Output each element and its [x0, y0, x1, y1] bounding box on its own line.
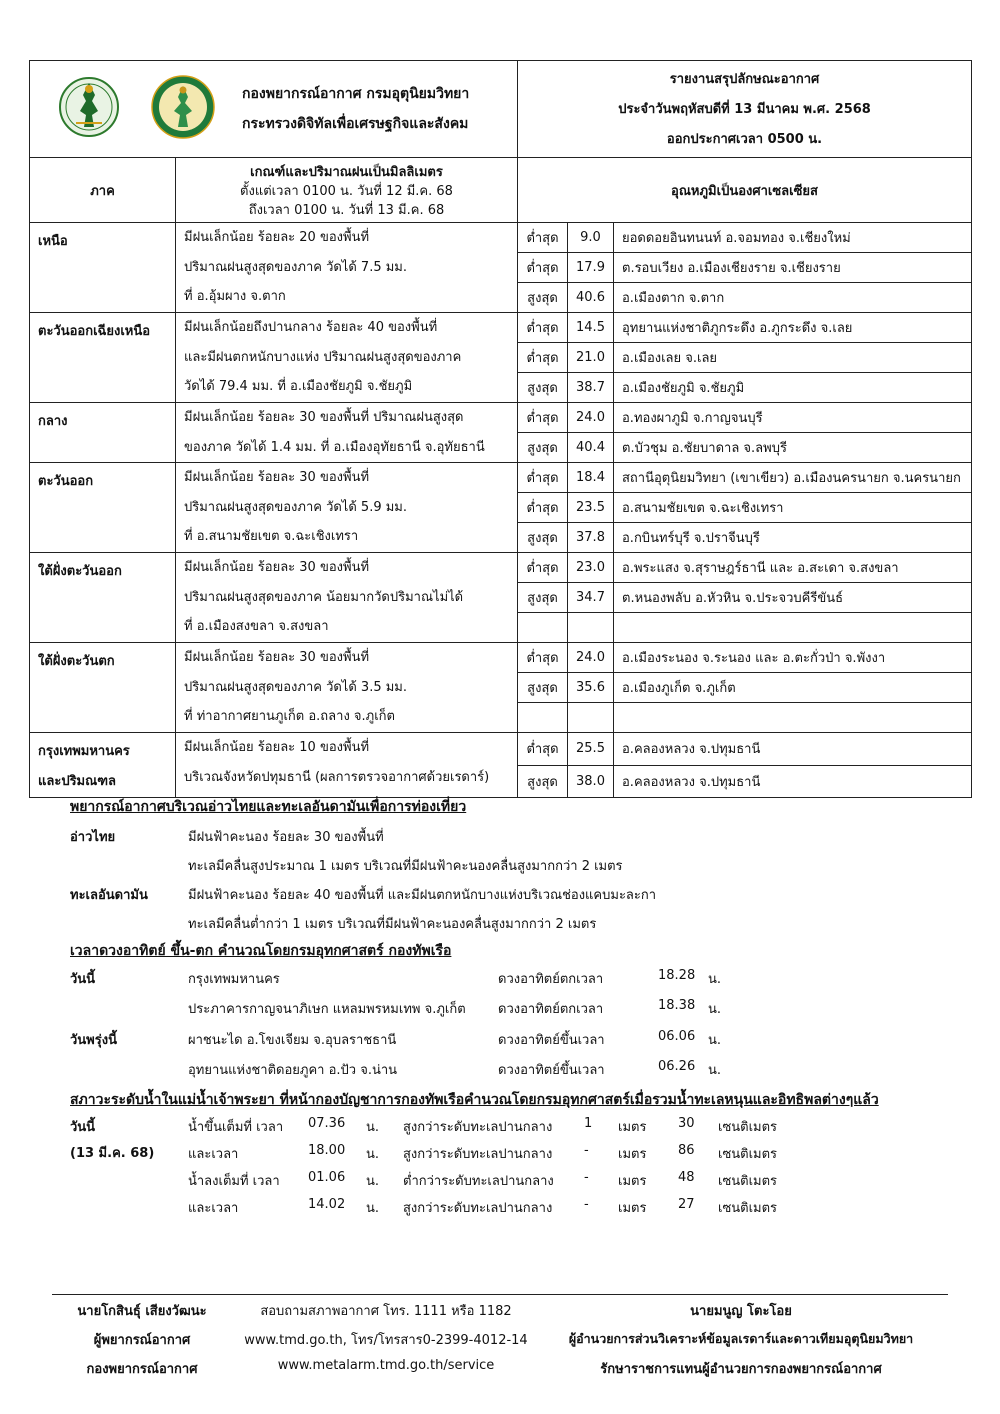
- sun-time: 06.06: [658, 1029, 696, 1044]
- rain-description-line: ปริมาณฝนสูงสุดของภาค วัดได้ 5.9 มม.: [184, 499, 407, 515]
- temp-kind: สูงสุด: [518, 283, 568, 313]
- region-row: [30, 313, 972, 343]
- sun-today-label: วันนี้: [70, 972, 96, 987]
- temp-kind: สูงสุด: [518, 523, 568, 553]
- col-region-header: ภาค: [30, 158, 176, 223]
- rain-description-line: มีฝนเล็กน้อย ร้อยละ 20 ของพื้นที่: [184, 230, 370, 245]
- tide-m-unit: เมตร: [618, 1120, 647, 1135]
- sea-title: พยากรณ์อากาศบริเวณอ่าวไทยและทะเลอันดามันเพื่อการท่องเที่ยว: [70, 799, 467, 815]
- report-date: ประจำวันพฤหัสบดีที่ 13 มีนาคม พ.ศ. 2568: [618, 102, 871, 117]
- weather-table: [29, 60, 972, 798]
- tide-day-label: วันนี้: [70, 1120, 96, 1135]
- temp-empty-cell: [614, 703, 972, 733]
- temp-place: อ.เมืองระนอง จ.ระนอง และ อ.ตะกั่วป่า จ.พังงา: [614, 643, 972, 673]
- rain-description-line: ที่ อ.อุ้มผาง จ.ตาก: [184, 289, 286, 305]
- director-acting: รักษาราชการแทนผู้อำนวยการกองพยากรณ์อากาศ: [600, 1362, 882, 1377]
- contact-service-link[interactable]: www.metalarm.tmd.go.th/service: [277, 1358, 495, 1373]
- temp-kind: ต่ำสุด: [518, 253, 568, 283]
- temp-kind: สูงสุด: [518, 433, 568, 463]
- tide-time: 01.06: [308, 1170, 346, 1185]
- tide-meters: 1: [584, 1116, 593, 1131]
- forecaster-name: นายโกสินธุ์ เสียงวัฒนะ: [77, 1304, 207, 1319]
- region-name: [30, 403, 176, 463]
- tide-cm: 30: [678, 1116, 695, 1131]
- region-name-line: ใต้ฝั่งตะวันตก: [38, 654, 115, 670]
- temp-value: 34.7: [568, 583, 614, 613]
- tide-unit: น.: [366, 1201, 380, 1216]
- tide-m-unit: เมตร: [618, 1147, 647, 1162]
- andaman-line1: มีฝนฟ้าคะนอง ร้อยละ 40 ของพื้นที่ และมีฝนตกหนักบางแห่งบริเวณช่องแคบมะละกา: [188, 888, 657, 903]
- rain-description-line: ปริมาณฝนสูงสุดของภาค วัดได้ 7.5 มม.: [184, 259, 407, 275]
- tide-cm-unit: เซนติเมตร: [718, 1147, 778, 1162]
- director-role: ผู้อำนวยการส่วนวิเคราะห์ข้อมูลเรดาร์และดาวเทียมอุตุนิยมวิทยา: [568, 1331, 914, 1346]
- sun-time: 18.38: [658, 998, 696, 1013]
- rain-description-line: มีฝนเล็กน้อย ร้อยละ 10 ของพื้นที่: [184, 740, 370, 756]
- tide-title: สภาวะระดับน้ำในแม่น้ำเจ้าพระยา ที่หน้ากองบัญชาการกองทัพเรือคำนวณโดยกรมอุทกศาสตร์เมื่อรวมน้ำทะเลหนุนและอิทธิพลต่างๆแล้ว: [70, 1092, 879, 1108]
- report-time: ออกประกาศเวลา 0500 น.: [666, 132, 823, 147]
- rain-description: [176, 403, 518, 463]
- temp-kind: ต่ำสุด: [518, 313, 568, 343]
- temp-kind: สูงสุด: [518, 583, 568, 613]
- ministry-logo: [58, 71, 120, 147]
- sun-place: อุทยานแห่งชาติดอยภูคา อ.ปัว จ.น่าน: [188, 1063, 398, 1078]
- tide-cm: 86: [678, 1143, 695, 1158]
- sun-place: ประภาคารกาญจนาภิเษก แหลมพรหมเทพ จ.ภูเก็ต: [188, 1002, 466, 1017]
- sun-event: ดวงอาทิตย์ตกเวลา: [498, 972, 604, 987]
- tide-relation: ต่ำกว่าระดับทะเลปานกลาง: [403, 1174, 554, 1189]
- temp-value: 24.0: [568, 403, 614, 433]
- region-name-line: และปริมณฑล: [38, 774, 116, 790]
- rain-description-line: มีฝนเล็กน้อย ร้อยละ 30 ของพื้นที่: [184, 560, 370, 576]
- temp-value: 24.0: [568, 643, 614, 673]
- temp-place: ต.บัวชุม อ.ชัยบาดาล จ.ลพบุรี: [614, 433, 972, 463]
- tide-label: น้ำลงเต็มที่ เวลา: [188, 1174, 280, 1189]
- tide-m-unit: เมตร: [618, 1174, 647, 1189]
- tide-relation: สูงกว่าระดับทะเลปานกลาง: [403, 1147, 553, 1162]
- temp-empty-cell: [568, 703, 614, 733]
- rain-description-line: ที่ อ.เมืองสงขลา จ.สงขลา: [184, 619, 329, 635]
- region-name-line: กรุงเทพมหานคร: [38, 744, 130, 760]
- rain-description-line: ที่ ท่าอากาศยานภูเก็ต อ.ถลาง จ.ภูเก็ต: [184, 709, 395, 725]
- tide-label: น้ำขึ้นเต็มที่ เวลา: [188, 1120, 284, 1135]
- temp-place: อ.สนามชัยเขต จ.ฉะเชิงเทรา: [614, 493, 972, 523]
- sun-place: ผาชนะได อ.โขงเจียม จ.อุบลราชธานี: [188, 1033, 397, 1048]
- rain-description: [176, 223, 518, 313]
- temp-place: อ.คลองหลวง จ.ปทุมธานี: [614, 733, 972, 766]
- tide-cm: 27: [678, 1197, 695, 1212]
- temp-empty-cell: [518, 613, 568, 643]
- rain-description-line: ที่ อ.สนามชัยเขต จ.ฉะเชิงเทรา: [184, 529, 359, 545]
- header-left: [30, 61, 518, 158]
- rain-description: [176, 463, 518, 553]
- sun-title: เวลาดวงอาทิตย์ ขึ้น-ตก คำนวณโดยกรมอุทกศาสตร์ กองทัพเรือ: [70, 943, 452, 959]
- temp-empty-cell: [568, 613, 614, 643]
- region-row: [30, 553, 972, 583]
- temp-value: 35.6: [568, 673, 614, 703]
- org-line2: กระทรวงดิจิทัลเพื่อเศรษฐกิจและสังคม: [242, 116, 469, 132]
- tmd-logo: [150, 71, 216, 147]
- rain-description-line: และมีฝนตกหนักบางแห่ง ปริมาณฝนสูงสุดของภาค: [184, 349, 462, 365]
- temp-value: 14.5: [568, 313, 614, 343]
- temp-place: ยอดดอยอินทนนท์ อ.จอมทอง จ.เชียงใหม่: [614, 223, 972, 253]
- temp-kind: สูงสุด: [518, 673, 568, 703]
- region-name-line: เหนือ: [38, 234, 68, 249]
- sun-time: 06.26: [658, 1059, 696, 1074]
- region-row: [30, 463, 972, 493]
- contact-website[interactable]: www.tmd.go.th, โทร/โทรสาร0-2399-4012-14: [244, 1333, 528, 1348]
- temp-value: 40.4: [568, 433, 614, 463]
- temp-value: 38.0: [568, 765, 614, 798]
- temp-value: 23.5: [568, 493, 614, 523]
- temp-place: สถานีอุตุนิยมวิทยา (เขาเขียว) อ.เมืองนครนายก จ.นครนายก: [614, 463, 972, 493]
- temp-kind: ต่ำสุด: [518, 403, 568, 433]
- report-header: [518, 61, 972, 158]
- tide-label: และเวลา: [188, 1147, 239, 1162]
- temp-empty-cell: [614, 613, 972, 643]
- temp-value: 21.0: [568, 343, 614, 373]
- sun-tomorrow-label: วันพรุ่งนี้: [70, 1033, 117, 1048]
- temp-value: 17.9: [568, 253, 614, 283]
- tide-time: 07.36: [308, 1116, 346, 1131]
- tide-label: และเวลา: [188, 1201, 239, 1216]
- gulf-label: อ่าวไทย: [70, 830, 116, 845]
- rain-description: [176, 313, 518, 403]
- region-name: [30, 733, 176, 798]
- temp-kind: ต่ำสุด: [518, 553, 568, 583]
- sun-event: ดวงอาทิตย์ขึ้นเวลา: [498, 1033, 605, 1048]
- rain-description-line: ปริมาณฝนสูงสุดของภาค น้อยมากวัดปริมาณไม่ได้: [184, 589, 464, 605]
- temp-place: อ.พระแสง จ.สุราษฎร์ธานี และ อ.สะเดา จ.สงขลา: [614, 553, 972, 583]
- temp-empty-cell: [518, 703, 568, 733]
- gulf-line2: ทะเลมีคลื่นสูงประมาณ 1 เมตร บริเวณที่มีฝนฟ้าคะนองคลื่นสูงมากกว่า 2 เมตร: [188, 859, 623, 874]
- org-line1: กองพยากรณ์อากาศ กรมอุตุนิยมวิทยา: [242, 86, 470, 102]
- temp-place: อุทยานแห่งชาติภูกระดึง อ.ภูกระดึง จ.เลย: [614, 313, 972, 343]
- temp-kind: ต่ำสุด: [518, 493, 568, 523]
- andaman-line2: ทะเลมีคลื่นต่ำกว่า 1 เมตร บริเวณที่มีฝนฟ้าคะนองคลื่นสูงมากกว่า 2 เมตร: [188, 917, 597, 932]
- rain-description-line: บริเวณจังหวัดปทุมธานี (ผลการตรวจอากาศด้วยเรดาร์): [184, 769, 490, 785]
- sun-unit: น.: [708, 972, 722, 987]
- rain-description: [176, 553, 518, 643]
- tide-relation: สูงกว่าระดับทะเลปานกลาง: [403, 1201, 553, 1216]
- temp-place: อ.เมืองตาก จ.ตาก: [614, 283, 972, 313]
- tide-unit: น.: [366, 1174, 380, 1189]
- temp-value: 38.7: [568, 373, 614, 403]
- temp-value: 37.8: [568, 523, 614, 553]
- region-name-line: ใต้ฝั่งตะวันออก: [38, 564, 122, 580]
- temp-place: อ.เมืองภูเก็ต จ.ภูเก็ต: [614, 673, 972, 703]
- rain-description-line: ของภาค วัดได้ 1.4 มม. ที่ อ.เมืองอุทัยธานี จ.อุทัยธานี: [184, 439, 485, 455]
- tide-meters: -: [584, 1170, 589, 1185]
- region-row: [30, 223, 972, 253]
- temp-kind: ต่ำสุด: [518, 463, 568, 493]
- temp-value: 9.0: [568, 223, 614, 253]
- andaman-label: ทะเลอันดามัน: [70, 888, 148, 903]
- sun-unit: น.: [708, 1033, 722, 1048]
- tide-cm-unit: เซนติเมตร: [718, 1201, 778, 1216]
- tide-time: 14.02: [308, 1197, 346, 1212]
- temp-place: ต.หนองพลับ อ.หัวหิน จ.ประจวบคีรีขันธ์: [614, 583, 972, 613]
- region-name: [30, 553, 176, 643]
- director-name: นายมนูญ โตะโอย: [690, 1304, 792, 1319]
- region-row: [30, 403, 972, 433]
- region-name: [30, 313, 176, 403]
- forecaster-role: ผู้พยากรณ์อากาศ: [93, 1333, 191, 1348]
- sun-event: ดวงอาทิตย์ตกเวลา: [498, 1002, 604, 1017]
- tide-cm-unit: เซนติเมตร: [718, 1174, 778, 1189]
- region-name-line: ตะวันออกเฉียงเหนือ: [38, 324, 151, 339]
- tide-cm: 48: [678, 1170, 695, 1185]
- col-rain-header: [176, 158, 518, 223]
- rain-from: ตั้งแต่เวลา 0100 น. วันที่ 12 มี.ค. 68: [240, 183, 453, 199]
- region-name-line: ตะวันออก: [38, 474, 94, 490]
- sun-place: กรุงเทพมหานคร: [188, 972, 280, 987]
- temp-value: 40.6: [568, 283, 614, 313]
- temp-kind: ต่ำสุด: [518, 343, 568, 373]
- tide-unit: น.: [366, 1120, 380, 1135]
- temp-place: อ.กบินทร์บุรี จ.ปราจีนบุรี: [614, 523, 972, 553]
- temp-kind: ต่ำสุด: [518, 643, 568, 673]
- temp-place: อ.เมืองเลย จ.เลย: [614, 343, 972, 373]
- tide-relation: สูงกว่าระดับทะเลปานกลาง: [403, 1120, 553, 1135]
- temp-kind: ต่ำสุด: [518, 733, 568, 766]
- rain-title: เกณฑ์และปริมาณฝนเป็นมิลลิเมตร: [250, 164, 443, 180]
- forecaster-dept: กองพยากรณ์อากาศ: [86, 1362, 198, 1377]
- sun-event: ดวงอาทิตย์ขึ้นเวลา: [498, 1063, 605, 1078]
- contact-phone: สอบถามสภาพอากาศ โทร. 1111 หรือ 1182: [260, 1304, 512, 1319]
- tide-m-unit: เมตร: [618, 1201, 647, 1216]
- temp-kind: ต่ำสุด: [518, 223, 568, 253]
- rain-description-line: มีฝนเล็กน้อย ร้อยละ 30 ของพื้นที่: [184, 470, 370, 486]
- temp-value: 25.5: [568, 733, 614, 766]
- temp-place: อ.ทองผาภูมิ จ.กาญจนบุรี: [614, 403, 972, 433]
- temp-place: อ.คลองหลวง จ.ปทุมธานี: [614, 765, 972, 798]
- rain-description: [176, 733, 518, 798]
- region-name: [30, 223, 176, 313]
- report-title: รายงานสรุปลักษณะอากาศ: [669, 72, 820, 87]
- region-row: [30, 643, 972, 673]
- temp-kind: สูงสุด: [518, 373, 568, 403]
- tide-unit: น.: [366, 1147, 380, 1162]
- temp-place: ต.รอบเวียง อ.เมืองเชียงราย จ.เชียงราย: [614, 253, 972, 283]
- tide-meters: -: [584, 1143, 589, 1158]
- rain-description: [176, 643, 518, 733]
- region-name-line: กลาง: [38, 414, 68, 429]
- temp-value: 23.0: [568, 553, 614, 583]
- temp-place: อ.เมืองชัยภูมิ จ.ชัยภูมิ: [614, 373, 972, 403]
- sun-unit: น.: [708, 1002, 722, 1017]
- gulf-line1: มีฝนฟ้าคะนอง ร้อยละ 30 ของพื้นที่: [188, 830, 384, 845]
- region-name: [30, 463, 176, 553]
- tide-time: 18.00: [308, 1143, 346, 1158]
- rain-description-line: วัดได้ 79.4 มม. ที่ อ.เมืองชัยภูมิ จ.ชัยภูมิ: [184, 379, 413, 395]
- sun-time: 18.28: [658, 968, 696, 983]
- temp-kind: สูงสุด: [518, 765, 568, 798]
- sun-unit: น.: [708, 1063, 722, 1078]
- rain-description-line: มีฝนเล็กน้อยถึงปานกลาง ร้อยละ 40 ของพื้นที่: [184, 320, 438, 335]
- rain-description-line: มีฝนเล็กน้อย ร้อยละ 30 ของพื้นที่ ปริมาณฝนสูงสุด: [184, 410, 464, 425]
- region-row: [30, 733, 972, 766]
- rain-description-line: มีฝนเล็กน้อย ร้อยละ 30 ของพื้นที่: [184, 650, 370, 666]
- temp-value: 18.4: [568, 463, 614, 493]
- region-name: [30, 643, 176, 733]
- tide-meters: -: [584, 1197, 589, 1212]
- footer-divider: [52, 1294, 948, 1295]
- tide-date-label: (13 มี.ค. 68): [70, 1146, 155, 1161]
- tide-cm-unit: เซนติเมตร: [718, 1120, 778, 1135]
- rain-description-line: ปริมาณฝนสูงสุดของภาค วัดได้ 3.5 มม.: [184, 679, 407, 695]
- rain-to: ถึงเวลา 0100 น. วันที่ 13 มี.ค. 68: [248, 202, 445, 218]
- col-temp-header: อุณหภูมิเป็นองศาเซลเซียส: [518, 158, 972, 223]
